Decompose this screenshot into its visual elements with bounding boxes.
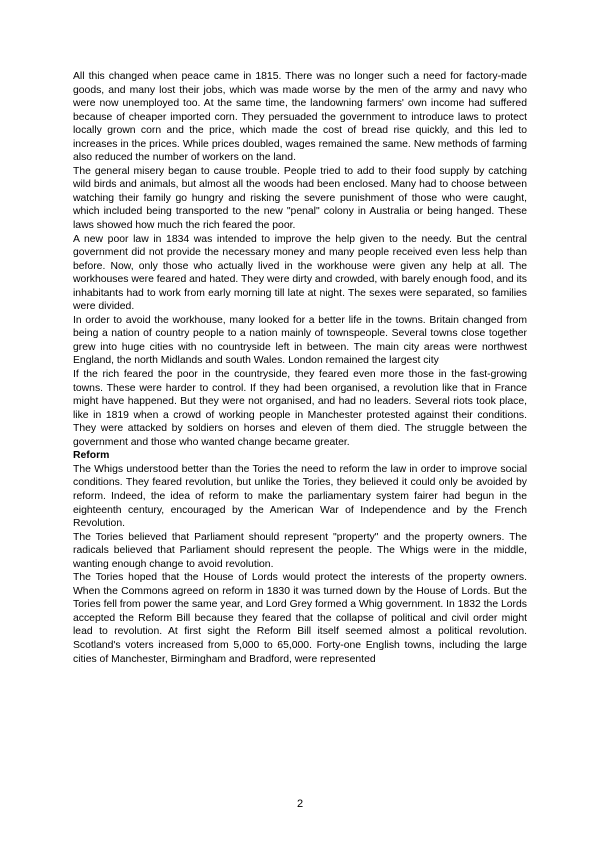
paragraph-poor-law-1834: A new poor law in 1834 was intended to improve the help given to the needy. But the central government did not provide the necessary money and many people received even less help than before. Now, only those who actually lived in the workhouse were given any help at all. The workhouses were feared and hated. They were dirty and crowded, with barely enough food, and its inhabitants had to work from early morning till late at night. The sexes were separated, so families were divided. [73,233,527,313]
paragraph-towns: In order to avoid the workhouse, many looked for a better life in the towns. Britain changed from being a nation of country people to a nation mainly of townspeople. Several towns close together grew into huge cities with no countryside left in between. The main city areas were northwest England, the north Midlands and south Wales. London remained the largest city [73,314,527,367]
paragraph-riots: If the rich feared the poor in the countryside, they feared even more those in the fast-growing towns. These were harder to control. If they had been organised, a revolution like that in France might have happened. But they were not organised, and had no leaders. Several riots took place, like in 1819 when a crowd of working people in Manchester protested against their conditions. They were attacked by soldiers on horses and eleven of them died. The struggle between the government and those who wanted change became greater. [73,369,527,448]
page-number: 2 [296,798,304,810]
paragraph-whigs: The Whigs understood better than the Tories the need to reform the law in order to improve social conditions. They feared revolution, but unlike the Tories, they believed it could only be avoided by reform. Indeed, the idea of reform to make the parliamentary system fairer had begun in the eighteenth century, encouraged by the American War of Independence and by the French Revolution. [73,463,527,530]
paragraph-house-of-lords: The Tories hoped that the House of Lords would protect the interests of the property owners. When the Commons agreed on reform in 1830 it was turned down by the House of Lords. But the Tories fell from power the same year, and Lord Grey formed a Whig government. In 1832 the Lords accepted the Reform Bill because they feared that the collapse of political and civil order might lead to revolution. At first sight the Reform Bill itself seemed almost a political revolution. Scotland's voters increased from 5,000 to 65,000. Forty-one English towns, including the large cities of Manchester, Birmingham and Bradford, were represented [73,572,527,665]
paragraph-tories-property: The Tories believed that Parliament should represent "property" and the property owners. The radicals believed that Parliament should represent the people. The Whigs were in the middle, wanting enough change to avoid revolution. [73,531,527,570]
section-heading-reform: Reform [73,450,110,462]
body-text [73,70,527,666]
paragraph-general-misery: The general misery began to cause trouble. People tried to add to their food supply by catching wild birds and animals, but almost all the woods had been enclosed. Many had to choose between watching their family go hungry and risking the severe punishment of those who were caught, which included being transported to the new "penal" colony in Australia or being hanged. These laws showed how much the rich feared the poor. [73,165,527,232]
paragraph-peace-1815: All this changed when peace came in 1815. There was no longer such a need for factory-made goods, and many lost their jobs, which was made worse by the men of the army and navy who were now unemployed too. At the same time, the landowning farmers' own income had suffered because of cheaper imported corn. They persuaded the government to introduce laws to protect locally grown corn and the price, which made the cost of bread rise quickly, and this led to increases in the prices. While prices doubled, wages remained the same. New methods of farming also reduced the number of workers on the land. [73,71,527,164]
